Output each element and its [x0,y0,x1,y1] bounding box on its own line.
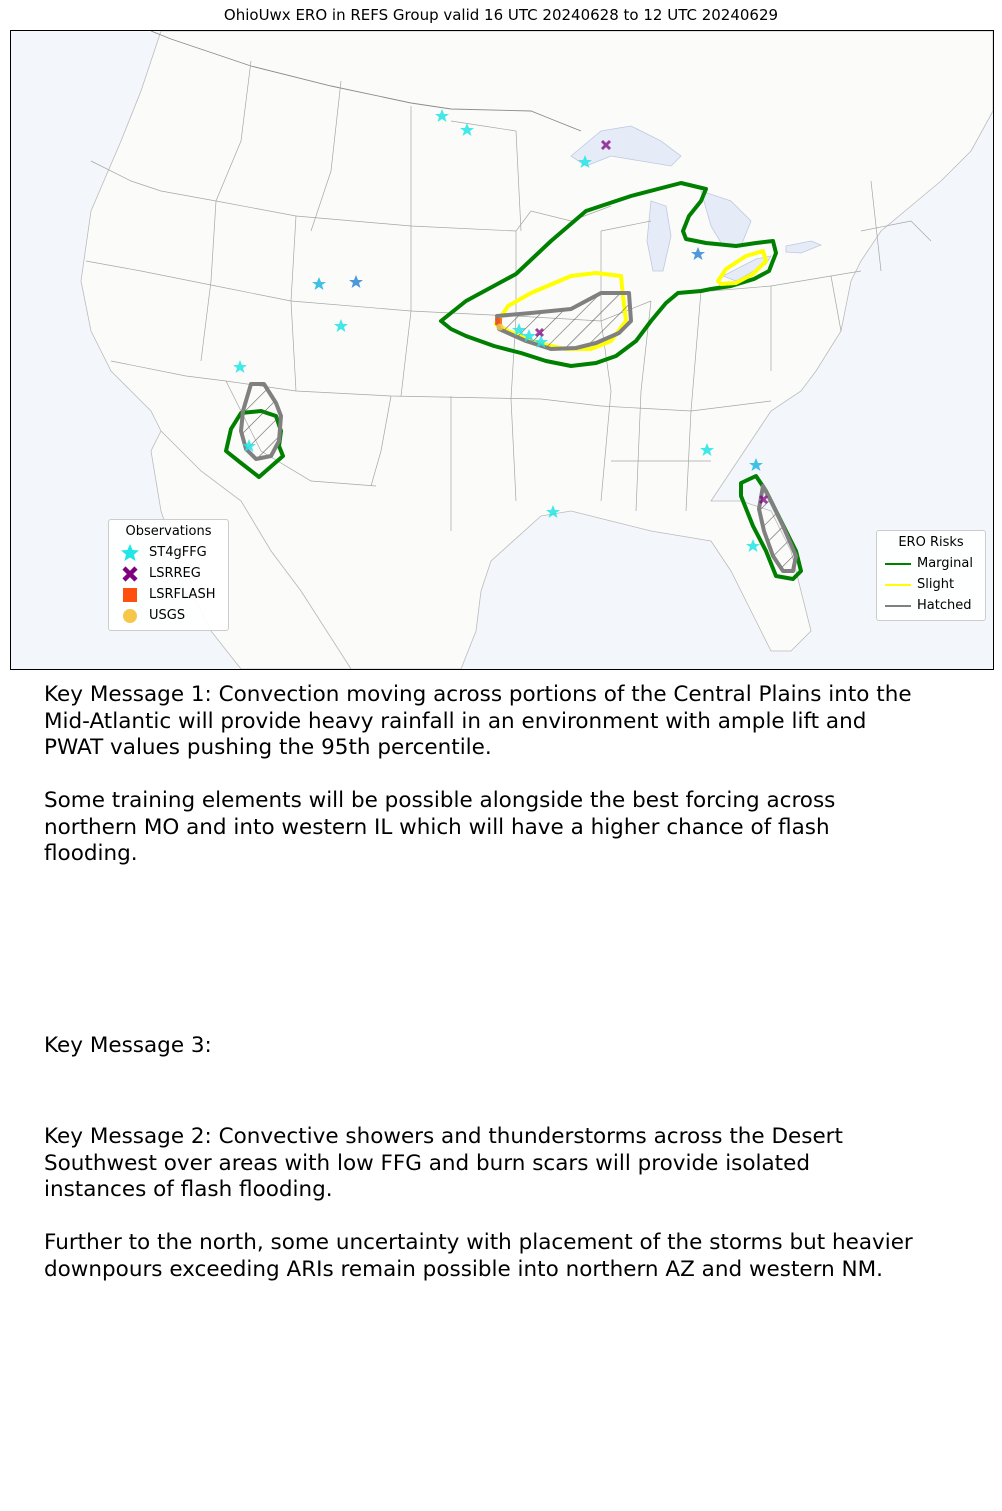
line-icon [885,563,911,565]
ero-risks-legend [876,530,986,621]
legend-entry-usgs [117,605,220,626]
star-icon [117,544,143,562]
line-icon [885,605,911,607]
legend-label: Hatched [917,598,972,613]
legend-label: LSRFLASH [149,587,216,602]
key-message-2: Key Message 2: Convective showers and thunderstorms across the Desert Southwest over areas with low FFG and burn scars will provide isolated instances of flash flooding. Further to the north, some uncertainty with placement of the storms but heavier downpours exceeding ARIs remain possible into northern AZ and western NM. [44,1124,913,1282]
obs-star [749,458,763,471]
legend-entry-lsrflash [117,584,220,605]
legend-label: ST4gFFG [149,545,207,560]
legend-label: LSRREG [149,566,201,581]
square-icon [117,587,143,603]
legend-entry-hatched [885,595,977,616]
circle-icon [117,608,143,624]
x-mark-icon [117,566,143,582]
legend-entry-slight [885,574,977,595]
legend-label: Slight [917,577,955,592]
legend-entry-marginal [885,553,977,574]
legend-entry-lsrreg [117,563,220,584]
ero-legend-title: ERO Risks [898,535,964,550]
observations-legend [108,519,229,631]
legend-entry-st4gffg [117,542,220,563]
map-title: OhioUwx ERO in REFS Group valid 16 UTC 20240628 to 12 UTC 20240629 [223,6,779,24]
obs-usgs-point [497,324,504,331]
legend-label: Marginal [917,556,973,571]
key-message-3: Key Message 3: [44,1033,212,1058]
observations-legend-title: Observations [125,524,212,539]
line-icon [885,584,911,586]
key-message-1: Key Message 1: Convection moving across portions of the Central Plains into the Mid-Atlantic will provide heavy rainfall in an environment with ample lift and PWAT values pushing the 95th percentile. Some training elements will be possible alongside the best forcing across northern MO and into western IL which will have a higher chance of flash flooding. [44,682,912,866]
legend-label: USGS [149,608,186,623]
